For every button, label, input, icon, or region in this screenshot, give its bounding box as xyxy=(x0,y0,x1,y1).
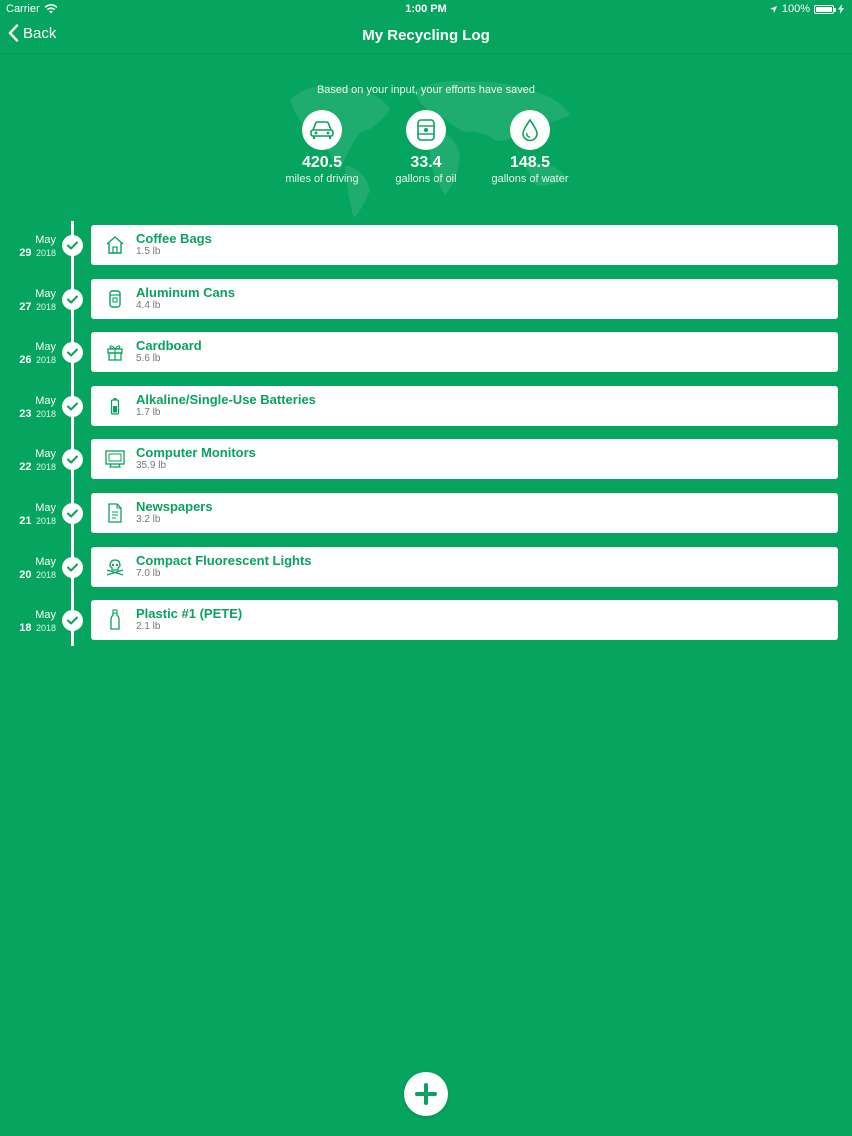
entry-title: Alkaline/Single-Use Batteries xyxy=(136,391,316,407)
entry-title: Plastic #1 (PETE) xyxy=(136,606,243,622)
card-text xyxy=(136,607,242,633)
bottle-icon xyxy=(103,608,127,632)
entry-month: May xyxy=(35,448,56,461)
back-label: Back xyxy=(23,24,57,42)
entry-day: 29 xyxy=(19,247,32,259)
log-entry xyxy=(0,385,852,426)
entry-day: 27 xyxy=(19,300,32,313)
stat-water xyxy=(478,110,582,185)
entry-weight: 1.5 lb xyxy=(136,246,161,257)
entry-month: May xyxy=(35,394,56,407)
entry-title: Coffee Bags xyxy=(136,231,212,246)
oil-barrel-icon xyxy=(406,110,446,150)
checkmark-icon xyxy=(62,396,83,417)
log-entry xyxy=(0,278,852,319)
entry-weight: 4.4 lb xyxy=(136,299,161,311)
location-arrow-icon xyxy=(769,5,778,14)
entry-month: May xyxy=(35,341,56,354)
entry-weight: 1.7 lb xyxy=(136,406,161,418)
stat-label: miles of driving xyxy=(285,173,359,185)
entry-day: 21 xyxy=(19,514,32,527)
stat-value: 33.4 xyxy=(410,154,442,171)
newspaper-icon xyxy=(103,501,127,525)
log-entry-card[interactable] xyxy=(91,332,838,372)
savings-summary xyxy=(0,70,852,220)
log-entry xyxy=(0,599,852,640)
carrier-label: Carrier xyxy=(6,3,40,15)
entry-month: May xyxy=(35,234,56,246)
entry-year: 2018 xyxy=(35,569,56,580)
entry-date xyxy=(0,234,56,259)
entry-title: Cardboard xyxy=(136,338,202,354)
entry-month: May xyxy=(35,501,56,514)
entry-date xyxy=(0,395,56,420)
entry-year: 2018 xyxy=(35,301,56,312)
log-entry xyxy=(0,224,852,265)
entry-title: Aluminum Cans xyxy=(136,284,235,300)
entry-date xyxy=(0,341,56,366)
entry-weight: 3.2 lb xyxy=(136,513,161,525)
stat-value: 148.5 xyxy=(509,154,551,171)
car-icon xyxy=(302,110,342,150)
checkmark-icon xyxy=(62,610,83,631)
entry-date xyxy=(0,609,56,634)
entry-title: Compact Fluorescent Lights xyxy=(136,552,312,568)
plus-icon xyxy=(414,1082,438,1106)
checkmark-icon xyxy=(62,503,83,524)
checkmark-icon xyxy=(62,342,83,363)
entry-month: May xyxy=(35,555,56,568)
stat-oil xyxy=(374,110,478,185)
entry-day: 18 xyxy=(19,622,32,635)
entry-title: Computer Monitors xyxy=(136,445,256,461)
charging-bolt-icon xyxy=(838,4,844,14)
log-entry-card[interactable] xyxy=(91,493,838,533)
battery-icon xyxy=(103,394,127,418)
monitor-icon xyxy=(103,447,127,471)
recycling-log-list xyxy=(0,224,852,653)
entry-date xyxy=(0,502,56,527)
log-entry xyxy=(0,492,852,533)
can-icon xyxy=(103,287,127,311)
entry-year: 2018 xyxy=(35,623,56,634)
log-entry xyxy=(0,331,852,372)
skull-crossbones-icon xyxy=(103,555,127,579)
stat-label: gallons of water xyxy=(491,173,569,185)
log-entry xyxy=(0,438,852,479)
stat-value: 420.5 xyxy=(301,154,343,171)
card-text xyxy=(136,286,235,312)
log-entry-card[interactable] xyxy=(91,547,838,587)
checkmark-icon xyxy=(62,449,83,470)
page-title: My Recycling Log xyxy=(362,27,490,44)
entry-month: May xyxy=(35,287,56,300)
entry-day: 22 xyxy=(19,461,32,474)
entry-day: 20 xyxy=(19,568,32,581)
entry-year: 2018 xyxy=(35,248,56,258)
entry-title: Newspapers xyxy=(136,498,213,514)
stat-driving xyxy=(270,110,374,185)
stats-row xyxy=(270,110,582,185)
house-icon xyxy=(103,233,127,257)
entry-year: 2018 xyxy=(35,515,56,526)
log-entry-card[interactable] xyxy=(91,225,838,265)
card-text xyxy=(136,232,212,258)
checkmark-icon xyxy=(62,235,83,256)
entry-date xyxy=(0,288,56,313)
entry-day: 26 xyxy=(19,354,32,367)
entry-year: 2018 xyxy=(35,355,56,366)
stat-label: gallons of oil xyxy=(395,173,457,185)
log-entry-card[interactable] xyxy=(91,386,838,426)
entry-weight: 35.9 lb xyxy=(136,460,167,472)
checkmark-icon xyxy=(62,557,83,578)
water-drop-icon xyxy=(510,110,550,150)
navigation-bar xyxy=(0,18,852,54)
add-entry-button[interactable] xyxy=(404,1072,448,1116)
entry-weight: 5.6 lb xyxy=(136,353,161,365)
log-entry xyxy=(0,546,852,587)
card-text xyxy=(136,339,202,365)
entry-year: 2018 xyxy=(35,462,56,473)
summary-intro: Based on your input, your efforts have saved xyxy=(316,84,536,96)
battery-percent: 100% xyxy=(781,3,810,15)
entry-year: 2018 xyxy=(35,408,56,419)
entry-weight: 7.0 lb xyxy=(136,567,161,579)
entry-weight: 2.1 lb xyxy=(136,621,161,633)
checkmark-icon xyxy=(62,289,83,310)
status-time: 1:00 PM xyxy=(405,3,447,15)
log-entry-card[interactable] xyxy=(91,600,838,640)
battery-icon xyxy=(814,5,834,14)
status-bar xyxy=(0,0,852,18)
log-entry-card[interactable] xyxy=(91,439,838,479)
status-right xyxy=(769,3,844,15)
entry-date xyxy=(0,448,56,473)
card-text xyxy=(136,393,316,419)
log-entry-card[interactable] xyxy=(91,279,838,319)
card-text xyxy=(136,446,256,472)
gift-box-icon xyxy=(103,340,127,364)
entry-day: 23 xyxy=(19,407,32,420)
entry-month: May xyxy=(35,609,56,622)
card-text xyxy=(136,554,312,580)
entry-date xyxy=(0,556,56,581)
card-text xyxy=(136,500,213,526)
